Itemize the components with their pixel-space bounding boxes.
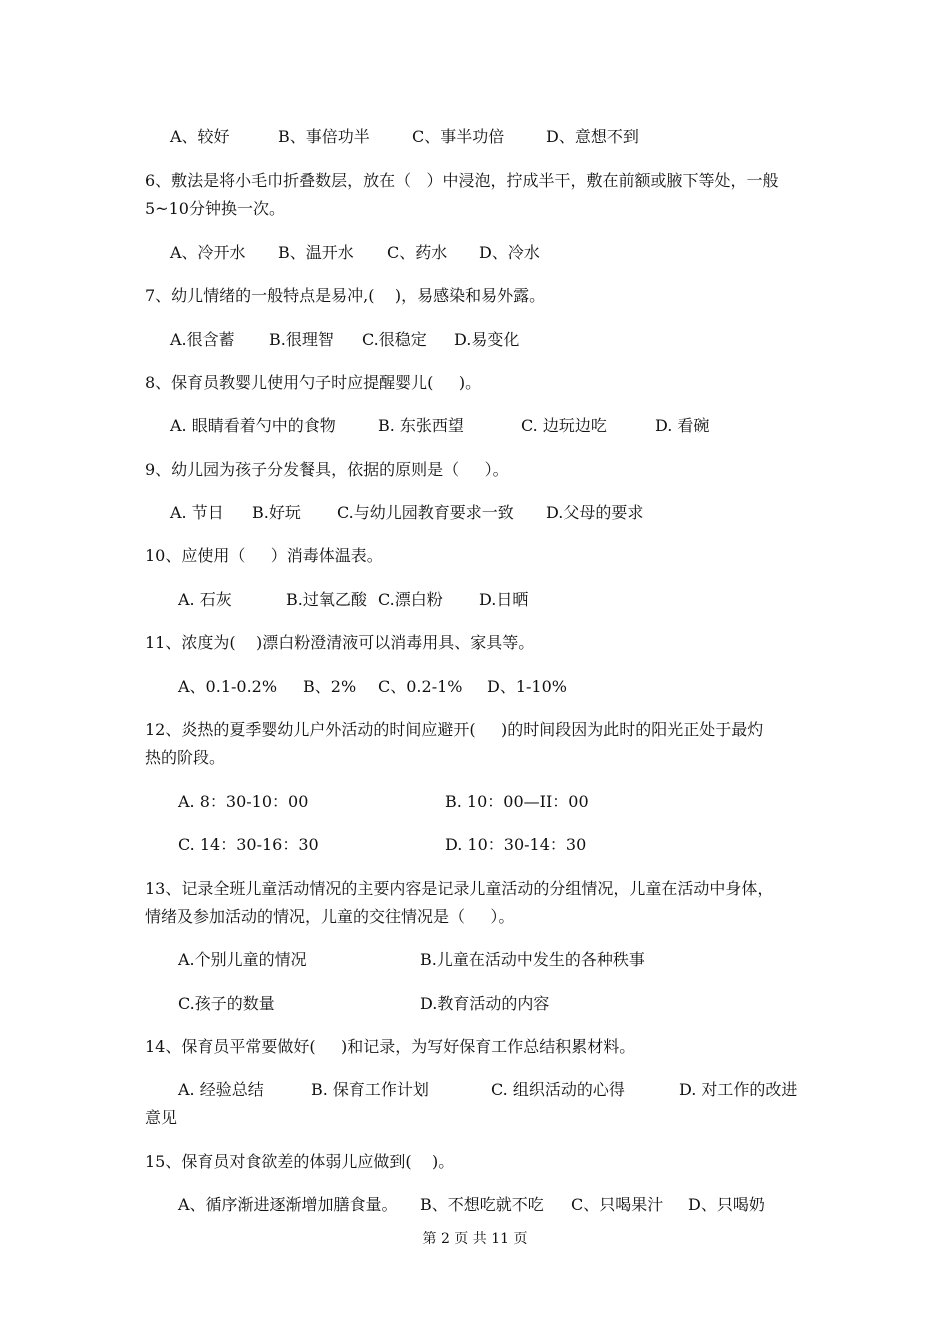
q14-option-a: A. 经验总结 bbox=[178, 1080, 264, 1099]
q6-option-a: A、冷开水 bbox=[170, 243, 246, 262]
q9-option-b: B.好玩 bbox=[252, 503, 301, 522]
q8-stem: 8、保育员教婴儿使用勺子时应提醒婴儿( )。 bbox=[145, 373, 482, 392]
q8-option-d: D. 看碗 bbox=[655, 416, 710, 435]
q7-option-b: B.很理智 bbox=[269, 330, 334, 349]
q6-option-c: C、药水 bbox=[387, 243, 448, 262]
q10-option-c: C.漂白粉 bbox=[378, 590, 443, 609]
q6-option-d: D、冷水 bbox=[479, 243, 540, 262]
q6-stem-line1: 6、敷法是将小毛巾折叠数层，放在（ ）中浸泡，拧成半干，敷在前额或腋下等处，一般 bbox=[145, 171, 779, 190]
q13-option-a: A.个别儿童的情况 bbox=[178, 950, 307, 969]
q13-stem-line1: 13、记录全班儿童活动情况的主要内容是记录儿童活动的分组情况，儿童在活动中身体， bbox=[145, 879, 774, 898]
q15-stem: 15、保育员对食欲差的体弱儿应做到( )。 bbox=[145, 1152, 455, 1171]
q15-option-d: D、只喝奶 bbox=[688, 1195, 765, 1214]
q5-option-c: C、事半功倍 bbox=[412, 127, 505, 146]
q9-option-d: D.父母的要求 bbox=[546, 503, 644, 522]
q10-option-d: D.日晒 bbox=[479, 590, 529, 609]
q11-stem: 11、浓度为( )漂白粉澄清液可以消毒用具、家具等。 bbox=[145, 633, 535, 652]
q14-stem: 14、保育员平常要做好( )和记录，为写好保育工作总结积累材料。 bbox=[145, 1037, 636, 1056]
q14-option-b: B. 保育工作计划 bbox=[311, 1080, 429, 1099]
q12-option-b: B. 10：00—II：00 bbox=[445, 792, 589, 811]
q10-option-a: A. 石灰 bbox=[178, 590, 232, 609]
q8-option-c: C. 边玩边吃 bbox=[521, 416, 607, 435]
q12-option-a: A. 8：30-10：00 bbox=[178, 792, 309, 811]
q15-option-b: B、不想吃就不吃 bbox=[420, 1195, 544, 1214]
q12-option-d: D. 10：30-14：30 bbox=[445, 835, 587, 854]
q5-option-d: D、意想不到 bbox=[546, 127, 639, 146]
q13-stem-line2: 情绪及参加活动的情况，儿童的交往情况是（ ）。 bbox=[145, 907, 515, 926]
q10-stem: 10、应使用（ ）消毒体温表。 bbox=[145, 546, 383, 565]
q14-option-d: D. 对工作的改进 bbox=[679, 1080, 798, 1099]
q9-option-a: A. 节日 bbox=[170, 503, 224, 522]
q6-stem-line2: 5~10分钟换一次。 bbox=[145, 199, 285, 218]
q13-option-d: D.教育活动的内容 bbox=[420, 994, 550, 1013]
q14-option-c: C. 组织活动的心得 bbox=[491, 1080, 625, 1099]
q5-option-b: B、事倍功半 bbox=[278, 127, 370, 146]
q10-option-b: B.过氧乙酸 bbox=[286, 590, 367, 609]
q13-option-b: B.儿童在活动中发生的各种秩事 bbox=[420, 950, 645, 969]
page-number: 第 2 页 共 11 页 bbox=[422, 1231, 528, 1247]
q7-option-c: C.很稳定 bbox=[362, 330, 427, 349]
q11-option-a: A、0.1-0.2% bbox=[178, 677, 278, 696]
q11-option-d: D、1-10% bbox=[487, 677, 567, 696]
q14-option-d-wrap: 意见 bbox=[145, 1108, 178, 1127]
q15-option-c: C、只喝果汁 bbox=[571, 1195, 664, 1214]
q8-option-b: B. 东张西望 bbox=[378, 416, 464, 435]
q6-option-b: B、温开水 bbox=[278, 243, 354, 262]
q8-option-a: A. 眼睛看着勺中的食物 bbox=[170, 416, 336, 435]
q5-option-a: A、较好 bbox=[170, 127, 230, 146]
q7-option-d: D.易变化 bbox=[454, 330, 520, 349]
q7-option-a: A.很含蓄 bbox=[170, 330, 235, 349]
q11-option-c: C、0.2-1% bbox=[378, 677, 463, 696]
q15-option-a: A、循序渐进逐渐增加膳食量。 bbox=[178, 1195, 398, 1214]
q9-stem: 9、幼儿园为孩子分发餐具，依据的原则是（ ）。 bbox=[145, 460, 509, 479]
q11-option-b: B、2% bbox=[303, 677, 357, 696]
q12-stem-line1: 12、炎热的夏季婴幼儿户外活动的时间应避开( )的时间段因为此时的阳光正处于最灼 bbox=[145, 720, 764, 739]
q9-option-c: C.与幼儿园教育要求一致 bbox=[337, 503, 514, 522]
q12-stem-line2: 热的阶段。 bbox=[145, 748, 226, 767]
q13-option-c: C.孩子的数量 bbox=[178, 994, 275, 1013]
q7-stem: 7、幼儿情绪的一般特点是易冲,( )，易感染和易外露。 bbox=[145, 286, 546, 305]
q12-option-c: C. 14：30-16：30 bbox=[178, 835, 319, 854]
